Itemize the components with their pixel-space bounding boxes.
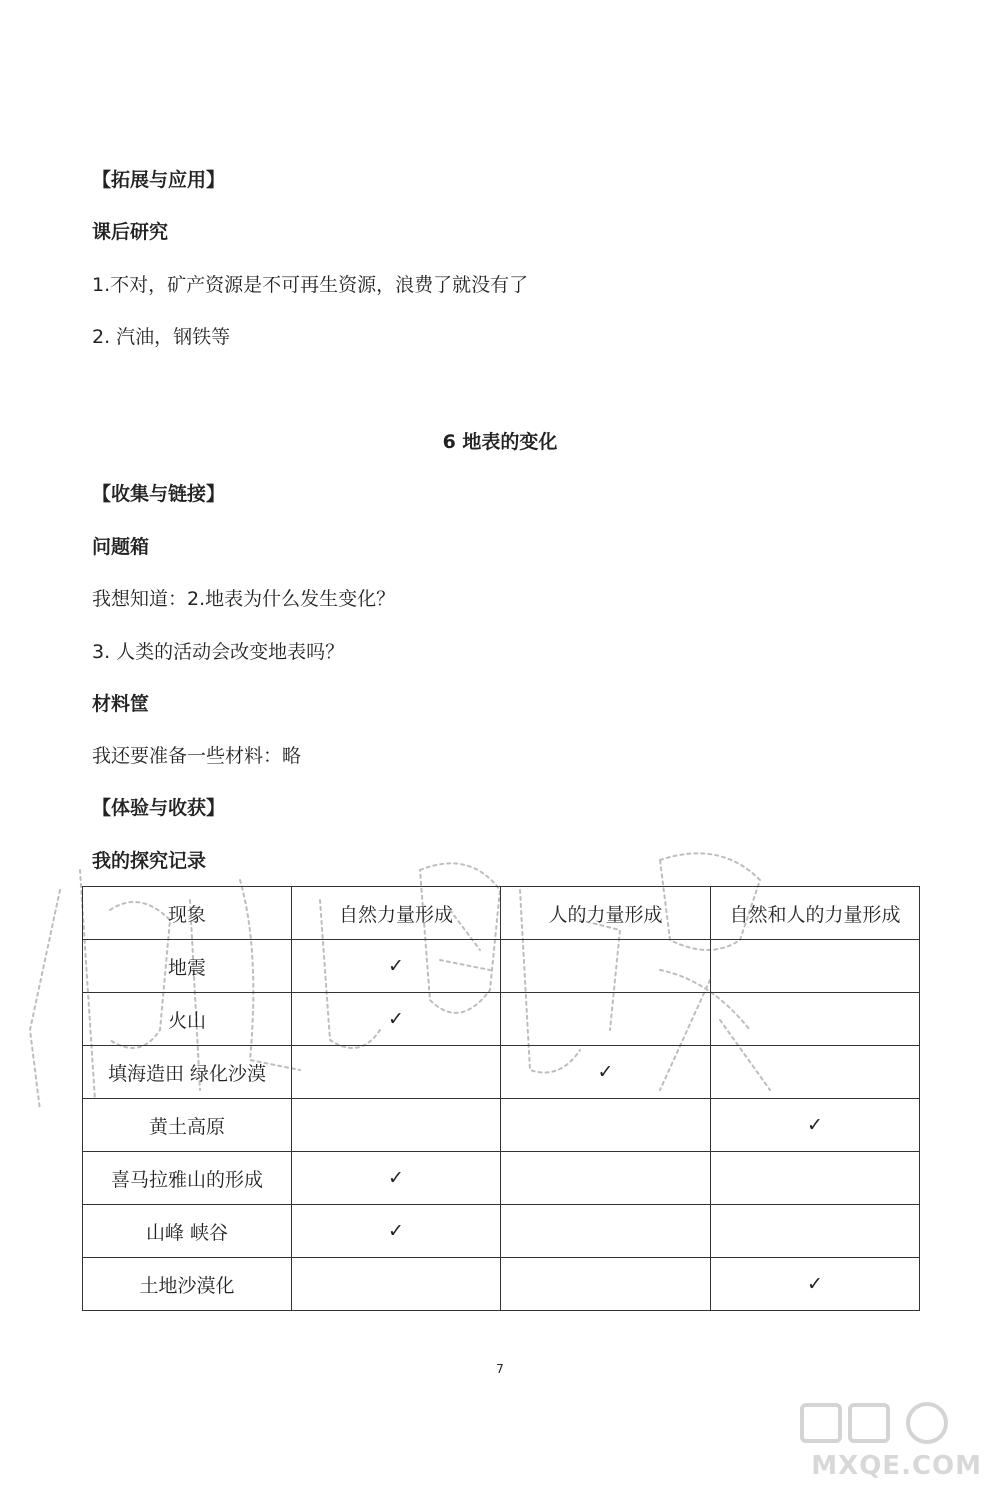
check-cell [711, 993, 920, 1046]
section-heading-experience: 【体验与收获】 [92, 797, 226, 819]
table-header-cell: 自然和人的力量形成 [711, 887, 920, 940]
phenomenon-cell: 喜马拉雅山的形成 [83, 1152, 292, 1205]
table-header-cell: 人的力量形成 [501, 887, 711, 940]
subheading-exploration-record: 我的探究记录 [92, 850, 207, 872]
table-row [83, 993, 920, 1046]
check-cell [501, 1152, 711, 1205]
table-row [83, 940, 920, 993]
phenomenon-cell: 填海造田 绿化沙漠 [83, 1046, 292, 1099]
table-row [83, 1258, 920, 1311]
check-cell: ✓ [292, 993, 501, 1046]
exploration-record-table [82, 886, 920, 1311]
phenomenon-cell: 地震 [83, 940, 292, 993]
check-cell: ✓ [501, 1046, 711, 1099]
table-row [83, 1205, 920, 1258]
site-logo-text: MXQE.COM [811, 1451, 982, 1481]
check-cell: ✓ [711, 1258, 920, 1311]
check-cell [501, 1099, 711, 1152]
page-number: 7 [496, 1362, 504, 1376]
subheading-after-class-research: 课后研究 [92, 221, 169, 243]
table-row [83, 1099, 920, 1152]
answer-line-2: 2. 汽油，钢铁等 [92, 326, 231, 348]
check-cell: ✓ [292, 1205, 501, 1258]
subheading-material-basket: 材料筐 [92, 693, 150, 715]
check-cell [501, 1258, 711, 1311]
check-cell [292, 1046, 501, 1099]
table-row [83, 1152, 920, 1205]
table-header-cell: 自然力量形成 [292, 887, 501, 940]
table-row [83, 1046, 920, 1099]
chapter-title: 6 地表的变化 [442, 431, 558, 453]
subheading-question-box: 问题箱 [92, 536, 150, 558]
check-cell [711, 940, 920, 993]
table-header-cell: 现象 [83, 887, 292, 940]
check-cell [292, 1099, 501, 1152]
table-header-row [83, 887, 920, 940]
question-line-2: 3. 人类的活动会改变地表吗？ [92, 641, 345, 663]
material-line: 我还要准备一些材料：略 [92, 745, 302, 767]
check-cell [292, 1258, 501, 1311]
check-cell [711, 1152, 920, 1205]
check-cell [501, 993, 711, 1046]
answer-line-1: 1.不对，矿产资源是不可再生资源，浪费了就没有了 [92, 274, 529, 296]
check-cell [501, 1205, 711, 1258]
question-line-1: 我想知道：2.地表为什么发生变化？ [92, 588, 396, 610]
section-heading-collect: 【收集与链接】 [92, 483, 226, 505]
phenomenon-cell: 土地沙漠化 [83, 1258, 292, 1311]
check-cell [711, 1205, 920, 1258]
phenomenon-cell: 火山 [83, 993, 292, 1046]
check-cell [711, 1046, 920, 1099]
check-cell: ✓ [292, 1152, 501, 1205]
check-cell: ✓ [711, 1099, 920, 1152]
phenomenon-cell: 山峰 峡谷 [83, 1205, 292, 1258]
phenomenon-cell: 黄土高原 [83, 1099, 292, 1152]
section-heading-extension: 【拓展与应用】 [92, 169, 226, 191]
check-cell [501, 940, 711, 993]
check-cell: ✓ [292, 940, 501, 993]
